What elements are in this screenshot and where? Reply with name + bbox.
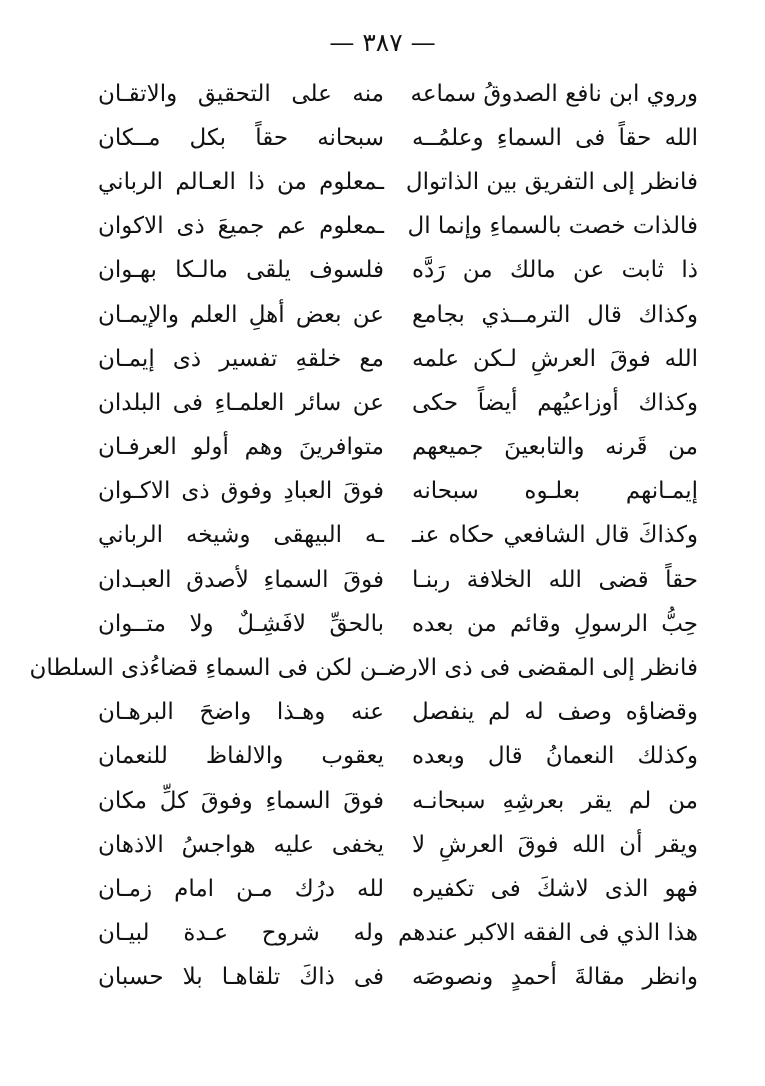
first-hemistich: وروي ابن نافع الصدوقُ سماعه <box>410 80 698 107</box>
verse-line <box>98 514 698 558</box>
second-hemistich: ـمعلوم من ذا العـالم الرباني <box>98 168 384 195</box>
verse-line <box>29 646 698 690</box>
first-hemistich: ذا ثابت عن مالك من رَدَّه <box>412 257 698 284</box>
first-hemistich: فانظر إلى المقضى فى ذى الارضـ <box>380 655 698 682</box>
first-hemistich: الله حقاً فى السماءِ وعلمُــه <box>412 124 698 151</box>
first-hemistich: فانظر إلى التفريق بين الذاتوال <box>405 168 698 195</box>
first-hemistich: وكذاك أوزاعيُهم أيضاً حكى <box>412 389 698 416</box>
first-hemistich: وانظر مقالةَ أحمدٍ ونصوصَه <box>412 964 698 991</box>
verse-line <box>98 735 698 779</box>
verse-line <box>98 691 698 735</box>
first-hemistich: وكذاكَ قال الشافعي حكاه عنـ <box>412 522 698 549</box>
verse-line <box>98 867 698 911</box>
first-hemistich: هذا الذي فى الفقه الاكبر عندهم <box>397 920 698 947</box>
first-hemistich: من قَرنه والتابعينَ جميعهم <box>412 434 698 461</box>
second-hemistich: يخفى عليه هواجسُ الاذهان <box>98 831 384 858</box>
verse-line <box>98 116 698 160</box>
first-hemistich: من لم يقر بعرشِهِ سبحانـه <box>412 787 698 814</box>
verse-line <box>98 293 698 337</box>
first-hemistich: حقاً قضى الله الخلافة ربنـا <box>412 566 698 593</box>
page-number: — ٣٨٧ — <box>329 28 436 57</box>
first-hemistich: إيمـانهم بعلـوه سبحانه <box>412 478 698 505</box>
second-hemistich: عن سائر العلمـاءِ فى البلدان <box>98 389 384 416</box>
second-hemistich: ـه البيهقى وشيخه الرباني <box>98 522 384 549</box>
first-hemistich: فالذات خصت بالسماءِ وإنما ال <box>407 213 698 240</box>
verse-line <box>98 160 698 204</box>
verse-line <box>98 426 698 470</box>
second-hemistich: عنه وهـذا واضحَ البرهـان <box>98 699 384 726</box>
verse-line <box>98 337 698 381</box>
second-hemistich: فوقَ العبادِ وفوق ذى الاكـوان <box>98 478 384 505</box>
second-hemistich: سبحانه حقاً بكل مــكان <box>98 124 384 151</box>
verse-line <box>98 823 698 867</box>
first-hemistich: وقضاؤه وصف له لم ينفصل <box>412 699 698 726</box>
verse-line <box>98 249 698 293</box>
second-hemistich: بالحقِّ لافَشِـلٌ ولا متــوان <box>98 610 384 637</box>
verse-line <box>98 470 698 514</box>
second-hemistich: فى ذاكَ تلقاهـا بلا حسبان <box>98 964 384 991</box>
verse-line <box>98 381 698 425</box>
verse-line <box>98 602 698 646</box>
second-hemistich: وله شروح عـدة لبيـان <box>98 920 384 947</box>
second-hemistich: فوقَ السماءِ لأصدق العبـدان <box>98 566 384 593</box>
first-hemistich: فهو الذى لاشكَ فى تكفيره <box>412 875 698 902</box>
verse-line <box>98 72 698 116</box>
first-hemistich: وكذلك النعمانُ قال وبعده <box>412 743 698 770</box>
second-hemistich: منه على التحقيق والاتقـان <box>98 80 384 107</box>
second-hemistich: فلسوف يلقى مالـكا بهـوان <box>98 257 384 284</box>
second-hemistich: متوافرينَ وهم أولو العرفـان <box>98 434 384 461</box>
second-hemistich: ـمعلوم عم جميعَ ذى الاكوان <box>98 213 384 240</box>
first-hemistich: وكذاك قال الترمــذي بجامع <box>412 301 698 328</box>
first-hemistich: حِبُّ الرسولِ وقائم من بعده <box>412 610 698 637</box>
verse-line <box>98 558 698 602</box>
second-hemistich: مع خلقهِ تفسير ذى إيمـان <box>98 345 384 372</box>
first-hemistich: ويقر أن الله فوقَ العرشِ لا <box>412 831 698 858</box>
verse-line <box>98 956 698 1000</box>
second-hemistich: لله درُك مـن امام زمـان <box>98 875 384 902</box>
poem-body <box>29 72 698 1000</box>
verse-line <box>98 912 698 956</box>
second-hemistich: فوقَ السماءِ وفوقَ كلِّ مكان <box>98 787 384 814</box>
first-hemistich: الله فوقَ العرشِ لـكن علمه <box>412 345 698 372</box>
verse-line <box>98 779 698 823</box>
second-hemistich: عن بعض أهلِ العلم والإيمـان <box>98 301 384 328</box>
verse-line <box>98 205 698 249</box>
second-hemistich: ـن لكن فى السماءِ قضاءُذى السلطان <box>29 655 384 682</box>
second-hemistich: يعقوب والالفاظ للنعمان <box>98 743 384 770</box>
